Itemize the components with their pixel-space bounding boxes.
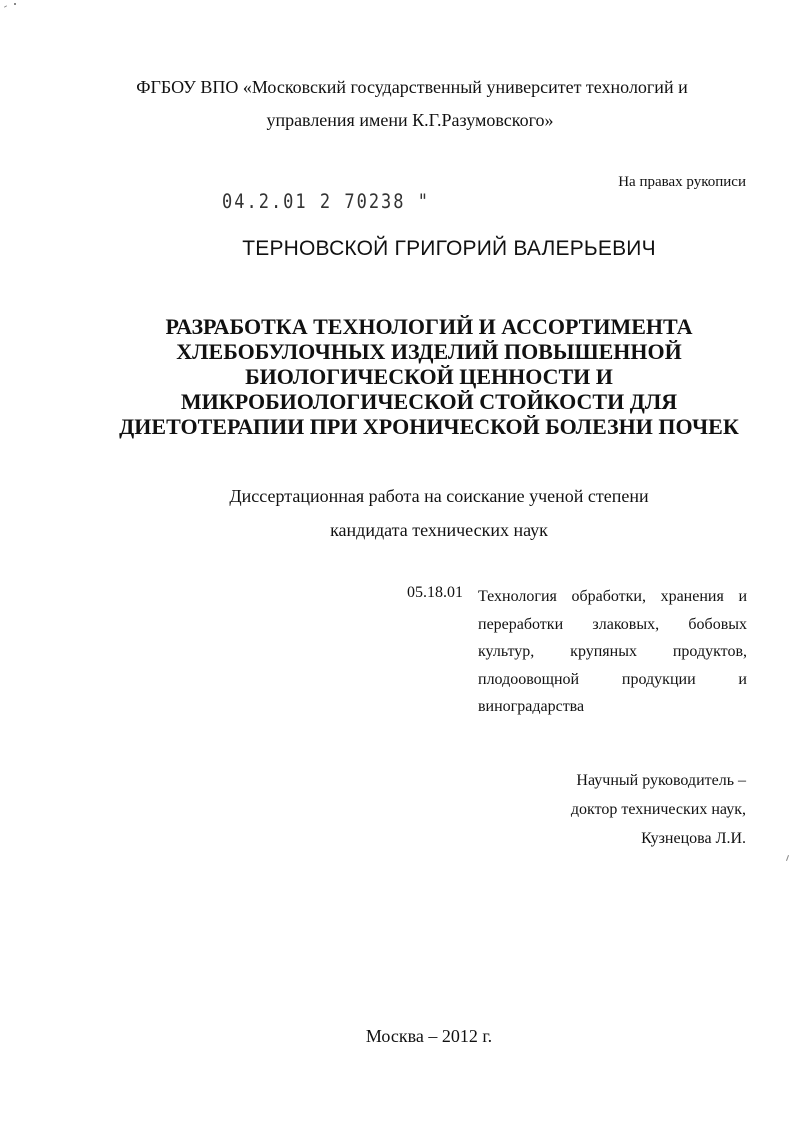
institution-line-2: управления имени К.Г.Разумовского»: [266, 110, 554, 130]
registration-stamp: 04.2.01 2 70238 ": [222, 190, 430, 214]
title-line: БИОЛОГИЧЕСКОЙ ЦЕННОСТИ И: [245, 364, 613, 389]
degree-line-2: кандидата технических наук: [330, 520, 548, 540]
institution-line-1: ФГБОУ ВПО «Московский государственный университет технологий и: [136, 77, 688, 97]
title-line: МИКРОБИОЛОГИЧЕСКОЙ СТОЙКОСТИ ДЛЯ: [180, 389, 678, 414]
scan-speck: [786, 855, 789, 861]
scan-speck: [4, 5, 7, 7]
supervisor-name: Кузнецова Л.И.: [641, 830, 746, 847]
scan-speck: [14, 3, 16, 5]
dissertation-title: [20, 314, 798, 439]
title-line: ХЛЕБОБУЛОЧНЫХ ИЗДЕЛИЙ ПОВЫШЕННОЙ: [176, 339, 682, 364]
degree-line-1: Диссертационная работа на соискание ученой степени: [229, 486, 649, 506]
title-line: РАЗРАБОТКА ТЕХНОЛОГИЙ И АССОРТИМЕНТА: [165, 314, 693, 339]
supervisor-role: Научный руководитель –: [576, 772, 746, 789]
author-name: ТЕРНОВСКОЙ ГРИГОРИЙ ВАЛЕРЬЕВИЧ: [242, 237, 656, 260]
specialty-code: 05.18.01: [407, 584, 463, 601]
city-year: Москва – 2012 г.: [365, 1026, 493, 1046]
manuscript-note: На правах рукописи: [618, 174, 746, 190]
specialty-name: Технология обработки, хранения и переработки злаковых, бобовых культур, крупяных продуктов, плодоовощной продукции и виноградарства: [478, 588, 747, 715]
title-line: ДИЕТОТЕРАПИИ ПРИ ХРОНИЧЕСКОЙ БОЛЕЗНИ ПОЧЕК: [119, 414, 739, 439]
supervisor-degree: доктор технических наук,: [570, 801, 746, 818]
